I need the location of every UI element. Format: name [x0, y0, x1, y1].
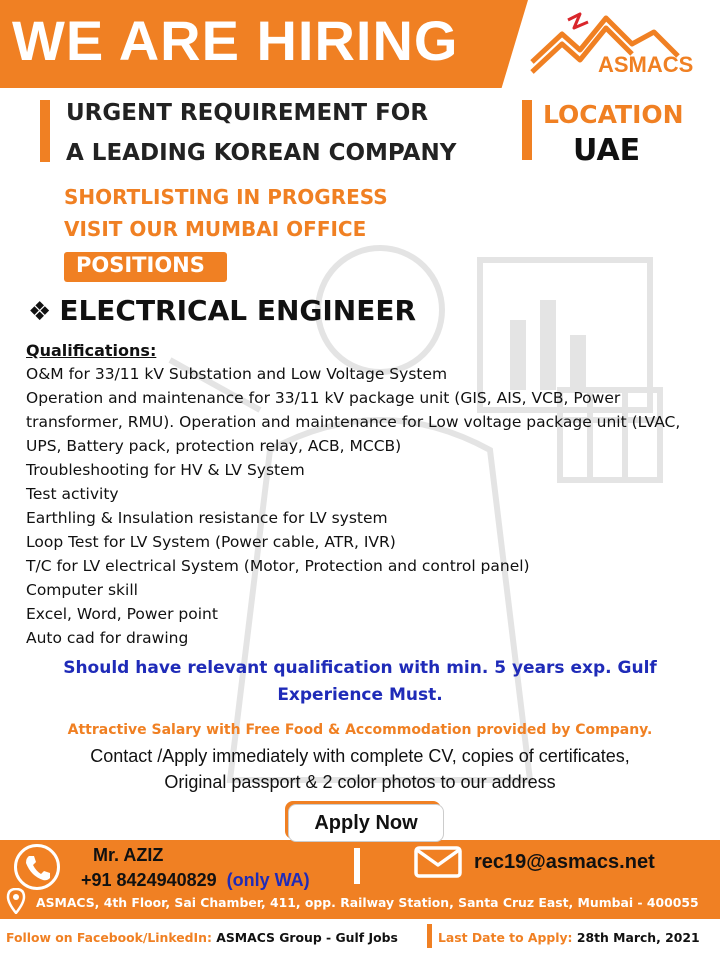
location-accent-bar	[522, 100, 532, 160]
experience-line-1: Should have relevant qualification with min. 5 years exp. Gulf	[63, 658, 657, 678]
social-follow	[6, 930, 398, 945]
mail-icon	[414, 846, 462, 878]
office-address: ASMACS, 4th Floor, Sai Chamber, 411, opp. Railway Station, Santa Cruz East, Mumbai - 400055	[36, 895, 699, 910]
qualification-item: Excel, Word, Power point	[26, 605, 218, 623]
experience-line-2: Experience Must.	[277, 685, 443, 705]
deadline-value: 28th March, 2021	[576, 930, 700, 945]
location-pin-icon	[6, 888, 26, 914]
requirement-line-1: URGENT REQUIREMENT FOR	[66, 100, 429, 126]
role-title: ELECTRICAL ENGINEER	[59, 294, 417, 327]
asmacs-logo-text: ASMACS	[598, 52, 694, 77]
positions-badge	[64, 252, 227, 282]
visit-office-note: VISIT OUR MUMBAI OFFICE	[64, 217, 367, 241]
phone-note: (only WA)	[226, 870, 310, 890]
follow-value[interactable]: ASMACS Group - Gulf Jobs	[216, 930, 398, 945]
qualification-item: Auto cad for drawing	[26, 629, 189, 647]
qualification-item: Test activity	[26, 485, 119, 503]
contact-email[interactable]: rec19@asmacs.net	[474, 851, 655, 873]
salary-benefits: Attractive Salary with Free Food & Accommodation provided by Company.	[67, 722, 653, 738]
qualification-item: Loop Test for LV System (Power cable, ATR, IVR)	[26, 533, 396, 551]
follow-label: Follow on Facebook/LinkedIn:	[6, 930, 212, 945]
footer-divider	[354, 848, 360, 884]
hiring-title: WE ARE HIRING	[12, 9, 459, 72]
shortlisting-status: SHORTLISTING IN PROGRESS	[64, 185, 388, 209]
qualification-item: Operation and maintenance for 33/11 kV package unit (GIS, AIS, VCB, Power transformer, RMU). Operation and maintenance for Low voltage package unit (LVAC, UPS, Battery pack, protection relay, ACB, MCCB)	[26, 389, 681, 455]
contact-instructions-line-1: Contact /Apply immediately with complete CV, copies of certificates,	[90, 746, 630, 766]
contact-name: Mr. AZIZ	[93, 845, 164, 865]
qualification-item: Troubleshooting for HV & LV System	[26, 461, 305, 479]
qualification-item: Computer skill	[26, 581, 138, 599]
diamond-bullet-icon: ❖	[28, 297, 52, 327]
qualification-item: T/C for LV electrical System (Motor, Protection and control panel)	[26, 557, 530, 575]
deadline-label: Last Date to Apply:	[438, 930, 573, 945]
bottom-divider	[427, 924, 432, 948]
contact-instructions	[30, 743, 690, 795]
requirement-line-2: A LEADING KOREAN COMPANY	[66, 140, 457, 166]
positions-label: POSITIONS	[76, 253, 205, 277]
qualifications-title: Qualifications:	[26, 341, 157, 360]
experience-requirement	[40, 655, 680, 709]
application-deadline	[438, 930, 700, 945]
phone-icon	[14, 844, 60, 890]
qualification-item: Earthling & Insulation resistance for LV system	[26, 509, 388, 527]
phone-number[interactable]: +91 8424940829	[81, 870, 217, 890]
location-label: LOCATION	[543, 100, 684, 129]
role-heading	[28, 294, 416, 327]
contact-phone[interactable]	[81, 870, 310, 891]
qualifications-list	[26, 362, 720, 650]
requirement-accent-bar	[40, 100, 50, 162]
apply-now-button[interactable]: Apply Now	[288, 804, 444, 842]
contact-instructions-line-2: Original passport & 2 color photos to our address	[164, 772, 556, 792]
qualification-item: O&M for 33/11 kV Substation and Low Voltage System	[26, 365, 448, 383]
location-value: UAE	[573, 133, 641, 168]
